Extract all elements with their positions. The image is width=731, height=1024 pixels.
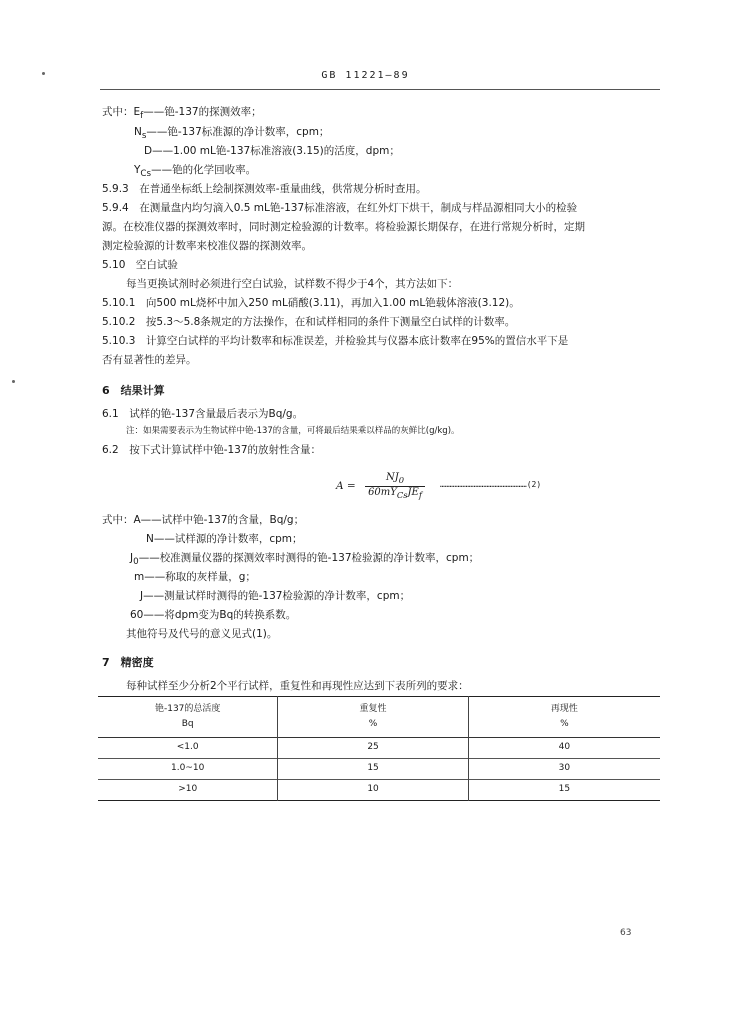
col-header-activity-unit: Bq <box>181 719 194 729</box>
clause-5-9-4-line1: 5.9.4 在测量盘内均匀滴入0.5 mL铯-137标准溶液，在红外灯下烘干，制成与样品源相同大小的检验 <box>102 202 578 214</box>
clause-5-10-body: 每当更换试剂时必须进行空白试验，试样数不得少于4个，其方法如下： <box>126 278 459 290</box>
col-header-repeatability-label: 重复性 <box>359 703 387 714</box>
clause-5-10-3-line1: 5.10.3 计算空白试样的平均计数率和标准误差，并检验其与仪器本底计数率在95%的置信水平下是 <box>102 335 569 347</box>
page-header: GB 11221—89 <box>321 70 410 81</box>
cell-reproducibility: 40 <box>468 738 660 759</box>
where-j: J——测量试样时测得的铯-137检验源的净计数率，cpm； <box>140 590 411 602</box>
clause-5-10-3-line2: 否有显著性的差异。 <box>102 354 197 366</box>
cell-activity: >10 <box>178 784 198 795</box>
equation-numerator: $NJ_0$ <box>365 472 425 487</box>
cell-reproducibility: 30 <box>468 759 660 780</box>
table-header-row <box>98 697 660 738</box>
equation-lhs: A = <box>336 480 356 492</box>
page-number: 63 <box>620 928 632 938</box>
section-6-heading: 6 结果计算 <box>102 384 165 397</box>
equation-fraction <box>365 472 425 501</box>
var-ns: $N_s——$铯-137标准源的净计数率，cpm； <box>134 126 330 142</box>
where-j0: $J_0——$校准测量仪器的探测效率时测得的铯-137检验源的净计数率，cpm； <box>130 552 480 568</box>
col-header-reproducibility <box>468 697 660 738</box>
clause-6-1: 6.1 试样的铯-137含量最后表示为Bq/g。 <box>102 408 304 420</box>
equation-denominator: $60mY_{Cs}JE_f$ <box>368 487 422 501</box>
clause-5-10-1: 5.10.1 向500 mL烧杯中加入250 mL硝酸(3.11)，再加入1.00 mL铯载体溶液(3.12)。 <box>102 297 520 309</box>
clause-6-1-note: 注：如果需要表示为生物试样中铯-137的含量，可将最后结果乘以样品的灰鲜比(g/kg)。 <box>126 426 460 436</box>
cell-repeatability: 25 <box>278 738 468 759</box>
table-row <box>98 780 660 801</box>
clause-6-2: 6.2 按下式计算试样中铯-137的放射性含量： <box>102 444 322 456</box>
clause-5-9-4-line2: 源。在校准仪器的探测效率时，同时测定检验源的计数率。将检验源长期保存，在进行常规分析时，定期 <box>102 221 585 233</box>
col-header-reproducibility-unit: % <box>560 719 569 729</box>
equation-number: ………………………………………………(2) <box>440 480 542 489</box>
header-rule <box>100 89 660 90</box>
where-60: 60——将dpm变为Bq的转换系数。 <box>130 609 297 621</box>
where-n: N——试样源的净计数率，cpm； <box>146 533 303 545</box>
clause-5-10-title: 5.10 空白试验 <box>102 259 178 271</box>
col-header-reproducibility-label: 再现性 <box>550 703 578 714</box>
col-header-repeatability <box>278 697 468 738</box>
clause-5-10-2: 5.10.2 按5.3～5.8条规定的方法操作，在和试样相同的条件下测量空白试样的计数率。 <box>102 316 516 328</box>
where-a: 式中：A——试样中铯-137的含量，Bq/g； <box>102 514 305 526</box>
table-row <box>98 738 660 759</box>
section-7-body: 每种试样至少分析2个平行试样，重复性和再现性应达到下表所列的要求： <box>126 680 469 692</box>
where-others: 其他符号及代号的意义见式(1)。 <box>126 628 278 640</box>
var-ycs: $Y_{Cs}——$铯的化学回收率。 <box>134 164 257 180</box>
scan-speck <box>12 380 15 383</box>
section-7-heading: 7 精密度 <box>102 656 154 669</box>
cell-reproducibility: 15 <box>468 780 660 801</box>
cell-repeatability: 15 <box>278 759 468 780</box>
col-header-repeatability-unit: % <box>368 719 378 729</box>
precision-table <box>98 696 660 801</box>
clause-5-9-4-line3: 测定检验源的计数率来校准仪器的探测效率。 <box>102 240 312 252</box>
cell-activity: <1.0 <box>176 742 199 753</box>
clause-5-9-3: 5.9.3 在普通坐标纸上绘制探测效率-重量曲线，供常规分析时查用。 <box>102 183 427 195</box>
var-d: D——1.00 mL铯-137标准溶液(3.15)的活度，dpm； <box>144 145 400 157</box>
where-m: m——称取的灰样量，g； <box>134 571 256 583</box>
cell-repeatability: 10 <box>278 780 468 801</box>
scan-speck <box>42 72 45 75</box>
col-header-activity-label: 铯-137的总活度 <box>154 703 221 714</box>
cell-activity: 1.0~10 <box>171 763 205 774</box>
table-row <box>98 759 660 780</box>
col-header-activity <box>98 697 278 738</box>
var-ef: 式中：$E_f——$铯-137的探测效率； <box>102 106 262 122</box>
